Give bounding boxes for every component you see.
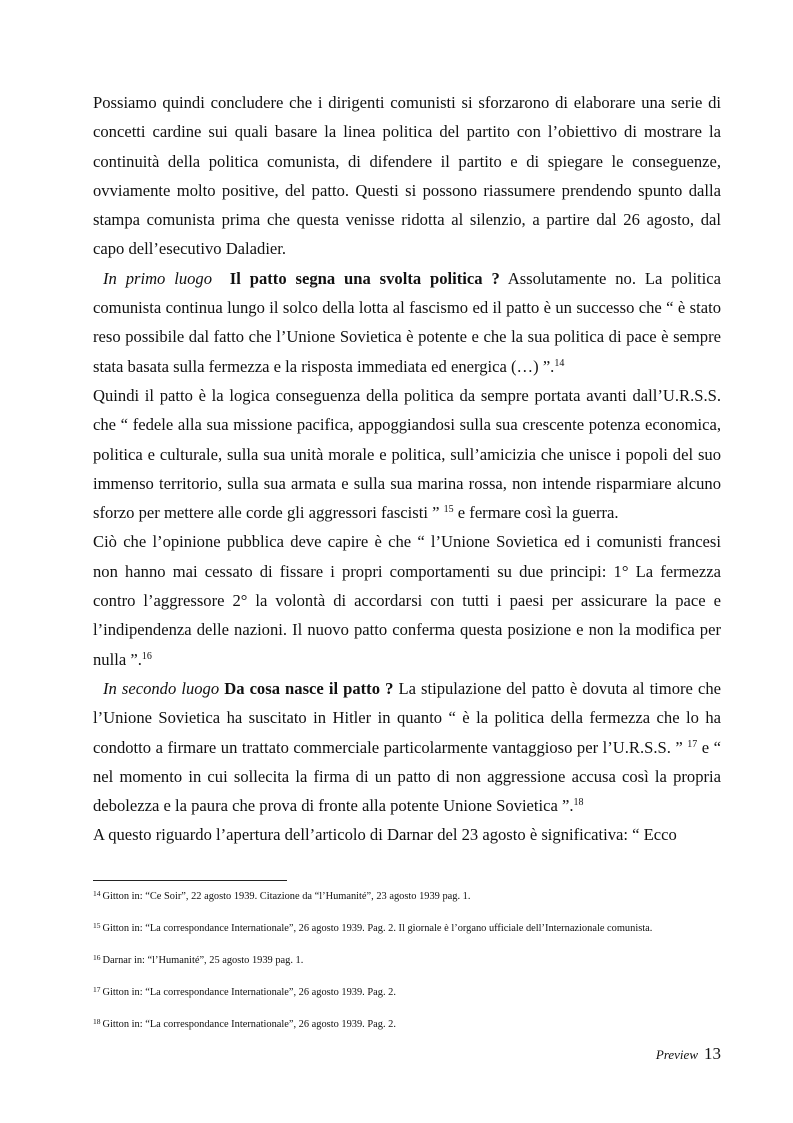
page-number: 13 [704, 1044, 721, 1063]
footnote [93, 919, 721, 936]
footnote-number: 14 [93, 889, 101, 898]
paragraph-5-label: In secondo luogo [103, 678, 220, 698]
footnote [93, 983, 721, 1000]
paragraph-2-heading: Il patto segna una svolta politica ? [229, 268, 500, 288]
footnote [93, 887, 721, 904]
footnote-number: 16 [93, 953, 101, 962]
footnote [93, 951, 721, 968]
paragraph-2-text: Assolutamente no. La politica comunista continua lungo il solco della lotta al fascismo ed il patto è un successo che “ è stato reso possibile dal fatto che l’Unione Sovietica è potente e che la sua politica di pace è sempre stata basata sulla fermezza e la risposta immediata ed energica (…) ”. [93, 268, 722, 376]
footnote-number: 18 [93, 1017, 101, 1026]
paragraph-1: Possiamo quindi concludere che i dirigenti comunisti si sforzarono di elaborare una serie di concetti cardine sui quali basare la linea politica del partito con l’obiettivo di mostrare la continuità della politica comunista, di difendere il partito e di spiegare le conseguenze, ovviamente molto positive, del patto. Questi si possono riassumere prendendo spunto dalla stampa comunista prima che questa venisse ridotta al silenzio, a partire dal 26 agosto, dal capo dell’esecutivo Daladier. [93, 93, 721, 259]
paragraph-4 [93, 527, 721, 673]
paragraph-4-text: Ciò che l’opinione pubblica deve capire è che “ l’Unione Sovietica ed i comunisti francesi non hanno mai cessato di fissare i propri comportamenti su due principi: 1° La fermezza contro l’aggressore 2° la volontà di accordarsi con tutti i paesi per assicurare la pace e l’indipendenza delle nazioni. Il nuovo patto conferma questa posizione e non la modifica per nulla ”. [93, 532, 721, 669]
paragraph-2 [93, 264, 721, 381]
paragraph-2-label: In primo luogo [103, 268, 213, 288]
footnote-number: 17 [93, 985, 101, 994]
footnotes [93, 887, 721, 1047]
paragraph-5-text-2: e “ nel momento in cui sollecita la firma di un patto di non aggressione accusa così la propria debolezza e la paura che prova di fronte alla potente Unione Sovietica ”. [93, 737, 722, 816]
footnote-ref-17[interactable]: 17 [687, 738, 698, 750]
footnote-number: 15 [93, 921, 101, 930]
page-footer [656, 1044, 721, 1064]
body-text [93, 88, 721, 850]
footnote-text: Darnar in: “l’Humanité”, 25 agosto 1939 pag. 1. [102, 955, 304, 966]
footnote-ref-15[interactable]: 15 [443, 504, 454, 516]
paragraph-6: A questo riguardo l’apertura dell’articolo di Darnar del 23 agosto è significativa: “ Ecco [93, 825, 677, 845]
preview-label: Preview [655, 1047, 698, 1062]
footnote-text: Gitton in: “La correspondance Internationale”, 26 agosto 1939. Pag. 2. [102, 987, 396, 998]
paragraph-5-text-1: La stipulazione del patto è dovuta al timore che l’Unione Sovietica ha suscitato in Hitler in quanto “ è la politica della fermezza che lo ha condotto a firmare un trattato commerciale particolarmente vantaggioso per l’U.R.S.S. ” [93, 678, 721, 757]
paragraph-3-tail: e fermare così la guerra. [453, 503, 619, 523]
footnote-ref-16[interactable]: 16 [141, 650, 152, 662]
footnote-ref-14[interactable]: 14 [554, 357, 565, 369]
footnote-text: Gitton in: “La correspondance Internationale”, 26 agosto 1939. Pag. 2. [102, 1019, 396, 1030]
footnote [93, 1015, 721, 1032]
footnote-separator [93, 880, 287, 881]
footnote-text: Gitton in: “La correspondance Internationale”, 26 agosto 1939. Pag. 2. Il giornale è l’organo ufficiale dell’Internazionale comunista. [102, 923, 653, 934]
paragraph-3-text: Quindi il patto è la logica conseguenza della politica da sempre portata avanti dall’U.R.S.S. che “ fedele alla sua missione pacifica, appoggiandosi sulla sua crescente potenza economica, politica e culturale, sulla sua unità morale e politica, sull’amicizia che unisce i popoli del suo immenso territorio, sulla sua armata e sulla sua marina rossa, non intende risparmiare alcuno sforzo per mettere alle corde gli aggressori fascisti ” [93, 385, 721, 523]
footnote-ref-18[interactable]: 18 [573, 797, 584, 809]
paragraph-5-heading: Da cosa nasce il patto ? [224, 678, 394, 698]
paragraph-3 [93, 381, 721, 527]
paragraph-5 [93, 674, 721, 820]
footnote-text: Gitton in: “Ce Soir”, 22 agosto 1939. Citazione da “l’Humanité”, 23 agosto 1939 pag. 1. [102, 891, 471, 902]
